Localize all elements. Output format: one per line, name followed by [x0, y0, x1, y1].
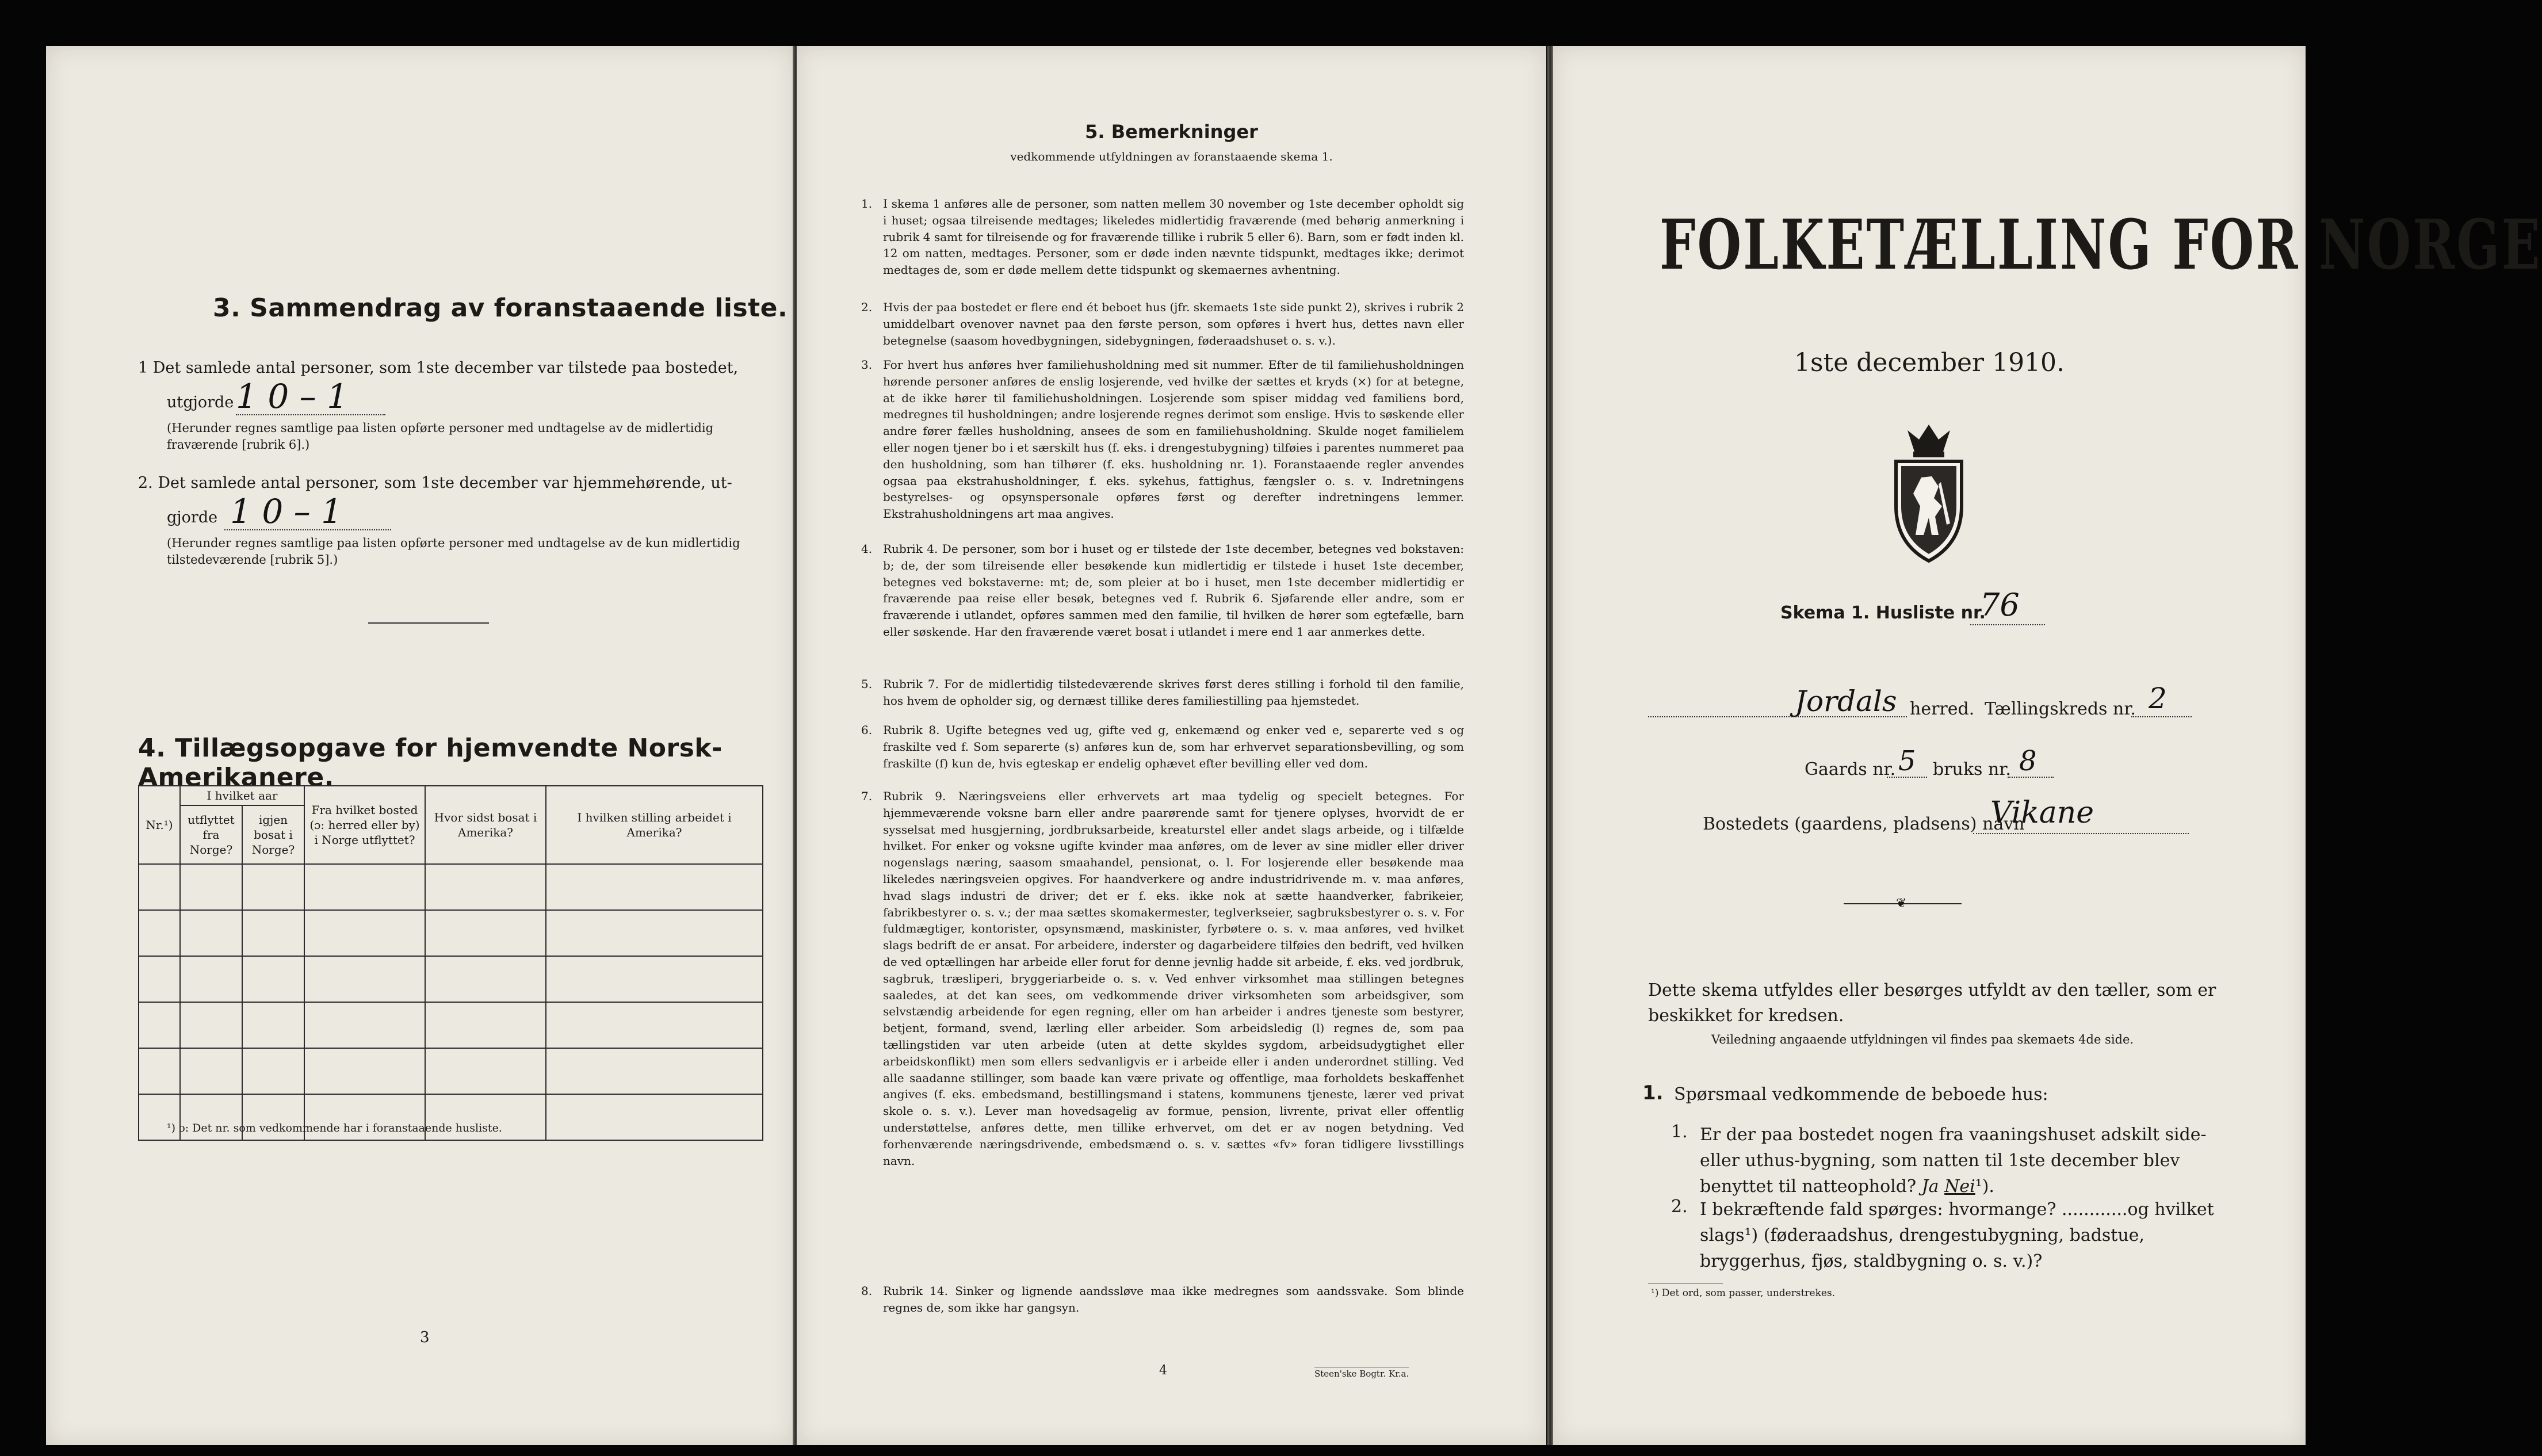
s3-item1-text: 1 Det samlede antal personer, som 1ste december var tilstede paa bostedet,	[138, 359, 739, 377]
page-middle	[797, 46, 1546, 1445]
table-footnote: ¹) ɔ: Det nr. som vedkommende har i foranstaaende husliste.	[167, 1122, 502, 1134]
page-number: 3	[420, 1329, 430, 1346]
ornament-icon: ❦	[1896, 896, 1907, 911]
kreds-label: Tællingskreds nr.	[1985, 699, 2136, 719]
table-row	[139, 1002, 763, 1048]
gaards-label: Gaards nr.	[1805, 759, 1896, 779]
q2-number: 2.	[1671, 1197, 1688, 1217]
husliste-line	[1970, 624, 2045, 625]
gaards-line	[1887, 777, 1927, 778]
page-left	[46, 46, 794, 1445]
divider	[368, 622, 489, 624]
bosted-label: Bostedets (gaardens, pladsens) navn	[1703, 814, 2025, 834]
s3-item2-value: 1 0 – 1	[230, 492, 343, 531]
footnote: ¹) Det ord, som passer, understrekes.	[1651, 1287, 1836, 1299]
s3-item2-text: 2. Det samlede antal personer, som 1ste december var hjemmehørende, ut-	[138, 474, 732, 492]
question-heading: Spørsmaal vedkommende de beboede hus:	[1674, 1084, 2048, 1105]
table-row	[139, 956, 763, 1002]
s3-item1-prefix: utgjorde	[167, 393, 234, 411]
bosted-line	[1973, 833, 2189, 834]
bosted-value: Vikane	[1990, 796, 2094, 830]
col-fra-bosted: Fra hvilket bosted (ɔ: herred eller by) i Norge utflyttet?	[304, 786, 425, 864]
remark-item: 6. Rubrik 8. Ugifte betegnes ved ug, gifte ved g, enkemænd og enker ved e, separerte ved s og fraskilte ved f. Som separerte (s) anføres kun de, som har erhvervet separationsbevilling, og som fraskilte (f) kun de, hvis egteskap er endelig ophævet efter bevilling eller ved dom.	[861, 723, 1464, 770]
section-4-title: 4. Tillægsopgave for hjemvendte Norsk-Amerikanere.	[138, 733, 723, 792]
s3-item2-prefix: gjorde	[167, 509, 218, 526]
document-title: FOLKETÆLLING FOR NORGE	[1660, 204, 2542, 285]
col-hvor-bosat: Hvor sidst bosat i Amerika?	[425, 786, 546, 864]
norsk-amerikanere-table	[138, 785, 763, 1141]
coat-of-arms-icon	[1886, 420, 1972, 567]
page-number: 4	[1159, 1363, 1167, 1378]
col-nr: Nr.¹)	[139, 786, 180, 864]
s3-item1-note: (Herunder regnes samtlige paa listen opførte personer med undtagelse av de midlertidig fraværende [rubrik 6].)	[167, 421, 714, 452]
document-date: 1ste december 1910.	[1794, 348, 2065, 377]
section-3-title: 3. Sammendrag av foranstaaende liste.	[213, 293, 788, 323]
kreds-value: 2	[2149, 682, 2167, 715]
col-igjen-bosat: igjen bosat i Norge?	[242, 805, 304, 864]
page-right	[1553, 46, 2542, 1445]
remark-item: 5. Rubrik 7. For de midlertidig tilstedeværende skrives først deres stilling i forhold til den familie, hos hvem de opholder sig, og dernæst tillike deres familiestilling paa hjemstedet.	[861, 677, 1464, 708]
question-heading-number: 1.	[1642, 1082, 1664, 1105]
s3-item1-value: 1 0 – 1	[236, 377, 349, 416]
bruks-label: bruks nr.	[1933, 759, 2011, 779]
table-row	[139, 910, 763, 956]
remark-item: 1. I skema 1 anføres alle de personer, som natten mellem 30 november og 1ste december opholdt sig i huset; ogsaa tilreisende medtages; likeledes midlertidig fraværende (med behørig anmerkning i rubrik 4 samt for tilreisende og for fraværende tillike i rubrik 5 eller 6). Barn, som er født inden kl. 12 om natten, medtages. Personer, som er døde inden nævnte tidspunkt, medtages ikke; derimot medtages de, som er døde mellem dette tidspunkt og skemaernes avhentning.	[861, 197, 1464, 277]
remark-item: 7. Rubrik 9. Næringsveiens eller erhvervets art maa tydelig og specielt betegnes. For hjemmeværende voksne barn eller andre paarørende samt for tjenere oplyses, hvorvidt de er sysselsat med husgjerning, jordbruksarbeide, kreaturstel eller andet slags arbeide, og i tilfælde hvilket. For enker og voksne ugifte kvinder maa anføres, om de lever av sine midler eller driver nogenslags næring, saasom smaahandel, pensionat, o. l. For losjerende eller besøkende maa likeledes næringsveien opgives. For haandverkere og andre industridrivende m. v. maa anføres, hvad slags industri de driver; det er f. eks. ikke nok at sætte haandverker, fabrikeier, fabrikbestyrer o. s. v.; der maa sættes skomakermester, teglverkseier, sagbruksbestyrer o. s. v. For fuldmægtiger, kontorister, opsynsmænd, maskinister, fyrbøtere o. s. v. maa anføres, ved hvilket slags bedrift de er ansat. For arbeidere, inderster og dagarbeidere tilføies den bedrift, ved hvilken de ved optællingen har arbeide eller forut for denne jevnlig hadde sit arbeide, f. eks. ved jordbruk, sagbruk, træsliperi, bryggeriarbeide o. s. v. Ved enhver virksomhet maa stillingen betegnes saaledes, at det kan sees, om vedkommende driver virksomheten som arbeidsgiver, som selvstændig arbeidende for egen regning, eller om han arbeider i andres tjeneste som bestyrer, betjent, formand, svend, lærling eller arbeider. Som arbeidsledig (l) regnes de, som paa tællingstiden var uten arbeide (uten at dette skyldes sygdom, arbeidsudygtighet eller arbeidskonflikt) men som ellers sedvanligvis er i arbeide eller i anden underordnet stilling. Ved alle saadanne stillinger, som baade kan være private og offentlige, maa forholdets beskaffenhet angives (f. eks. embedsmand, bestillingsmand i statens, kommunens tjeneste, lærer ved privat skole o. s. v.). Lever man hovedsagelig av formue, pension, livrente, privat eller offentlig understøttelse, anføres dette, men tillike erhvervet, om det er av nogen betydning. Ved forhenværende næringsdrivende, embedsmænd o. s. v. sættes «fv» foran tidligere livsstillings navn.	[861, 789, 1464, 1168]
bemerkninger-subtitle: vedkommende utfyldningen av foranstaaende skema 1.	[1010, 150, 1333, 163]
question-2: I bekræftende fald spørges: hvormange? ............og hvilket slags¹) (føderaadshus, drengestubygning, badstue, bryggerhus, fjøs, staldbygning o. s. v.)?	[1700, 1199, 2214, 1271]
q1-nei: Nei	[1944, 1176, 1975, 1197]
col-stilling: I hvilken stilling arbeidet i Amerika?	[546, 786, 763, 864]
husliste-nr-value: 76	[1980, 587, 2020, 623]
bemerkninger-title: 5. Bemerkninger	[1085, 121, 1258, 143]
s3-item2-note: (Herunder regnes samtlige paa listen opførte personer med undtagelse av de kun midlertidig tilstedeværende [rubrik 5].)	[167, 536, 740, 567]
skema-label: Skema 1. Husliste nr.	[1780, 603, 1986, 623]
q1-ja: Ja	[1921, 1176, 1939, 1197]
table-row	[139, 1048, 763, 1094]
remark-item: 3. For hvert hus anføres hver familiehusholdning med sit nummer. Efter de til familiehusholdningen hørende personer anføres de enslig losjerende, ved hvilke der sættes et kryds (×) for at betegne, at de ikke hører til familiehusholdningen. Losjerende som spiser middag ved familiens bord, medregnes til husholdningen; andre losjerende regnes derimot som enslige. Hvis to søskende eller andre fører fælles husholdning, ansees de som en familiehusholdning. Skulde noget familielem eller nogen tjener bo i et særskilt hus (f. eks. i drengestubygning) tilføies i parentes nummeret paa den husholdning, som han tilhører (f. eks. husholdning nr. 1). Foranstaaende regler anvendes ogsaa paa ekstrahusholdninger, f. eks. sykehus, fattighus, fængsler o. s. v. Indretningens bestyrelses- og opsynspersonale opføres først og derefter indretningens lemmer. Ekstrahusholdningens art maa angives.	[861, 358, 1464, 521]
herred-line	[1648, 716, 1907, 717]
gaards-value: 5	[1898, 745, 1916, 777]
kreds-line	[2131, 716, 2192, 717]
table-row	[139, 864, 763, 910]
herred-value: Jordals	[1795, 685, 1897, 718]
q1-number: 1.	[1671, 1122, 1688, 1142]
remark-item: 8. Rubrik 14. Sinker og lignende aandssløve maa ikke medregnes som aandssvake. Som blinde regnes de, som ikke har gangsyn.	[861, 1284, 1464, 1314]
herred-label: herred.	[1910, 699, 1975, 719]
intro-text: Dette skema utfyldes eller besørges utfyldt av den tæller, som er beskikket for kredsen.	[1648, 980, 2216, 1026]
printer-mark: Steen'ske Bogtr. Kr.a.	[1314, 1367, 1409, 1379]
veiledning-text: Veiledning angaaende utfyldningen vil findes paa skemaets 4de side.	[1711, 1033, 2134, 1046]
remark-item: 4. Rubrik 4. De personer, som bor i huset og er tilstede der 1ste december, betegnes ved bokstaven: b; de, der som tilreisende eller besøkende kun midlertidig er tilstede i huset 1ste december, betegnes ved bokstaverne: mt; de, som pleier at bo i huset, men 1ste december midlertidig er fraværende paa reise eller besøk, betegnes ved f. Rubrik 6. Sjøfarende eller andre, som er fraværende i utlandet, opføres sammen med den familie, til hvilken de hører som egtefælle, barn eller søskende. Har den fraværende været bosat i utlandet i mere end 1 aar anmerkes dette.	[861, 542, 1464, 639]
col-utflyttet: utflyttet fra Norge?	[180, 805, 242, 864]
question-1: Er der paa bostedet nogen fra vaaningshuset adskilt side- eller uthus-bygning, som natten til 1ste december blev benyttet til natteophold? Ja Nei¹).	[1700, 1125, 2207, 1197]
bruks-line	[2008, 777, 2054, 778]
page-fold	[1547, 46, 1553, 1445]
bruks-value: 8	[2019, 745, 2037, 777]
s3-item2-line	[224, 529, 391, 530]
s3-item1-line	[236, 414, 385, 415]
remark-item: 2. Hvis der paa bostedet er flere end ét beboet hus (jfr. skemaets 1ste side punkt 2), skrives i rubrik 2 umiddelbart ovenover navnet paa den første person, som opføres i hvert hus, dettes navn eller betegnelse (saasom hovedbygningen, sidebygningen, føderaadshuset o. s. v.).	[861, 300, 1464, 347]
col-group-aar: I hvilket aar	[180, 786, 304, 805]
